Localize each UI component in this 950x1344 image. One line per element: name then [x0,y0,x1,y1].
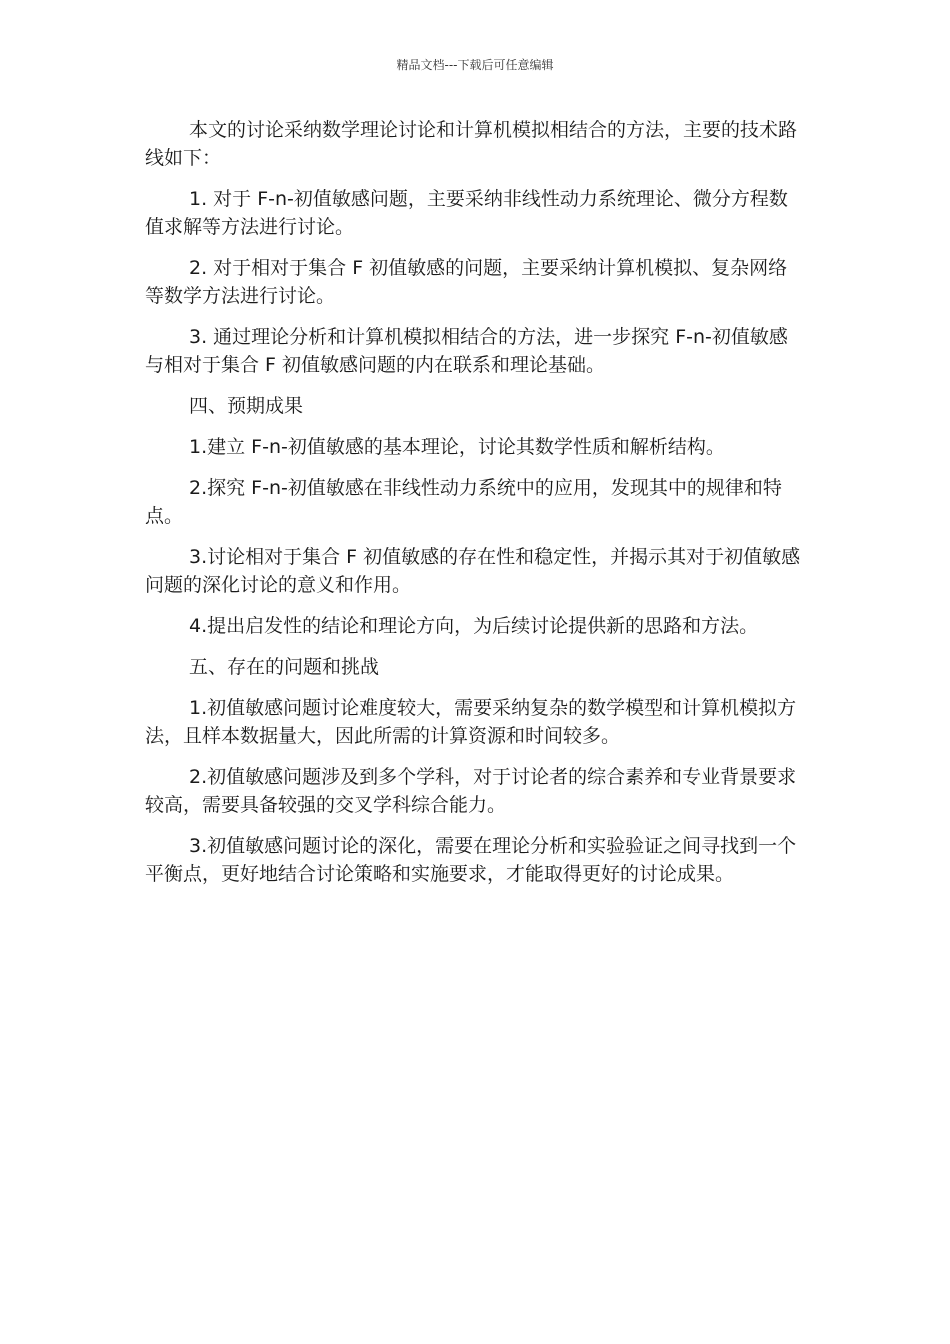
paragraph-route-1: 1. 对于 F-n-初值敏感问题，主要采纳非线性动力系统理论、微分方程数值求解等方法进行讨论。 [145,188,788,238]
paragraph-intro: 本文的讨论采纳数学理论讨论和计算机模拟相结合的方法，主要的技术路线如下： [145,119,798,169]
paragraph-problem-1: 1.初值敏感问题讨论难度较大，需要采纳复杂的数学模型和计算机模拟方法，且样本数据量大，因此所需的计算资源和时间较多。 [145,697,797,747]
paragraph-result-4: 4.提出启发性的结论和理论方向，为后续讨论提供新的思路和方法。 [189,615,759,637]
paragraph-problem-2: 2.初值敏感问题涉及到多个学科，对于讨论者的综合素养和专业背景要求较高，需要具备较强的交叉学科综合能力。 [145,766,797,816]
paragraph-route-2: 2. 对于相对于集合 F 初值敏感的问题，主要采纳计算机模拟、复杂网络等数学方法进行讨论。 [145,257,788,307]
section-heading-problems: 五、存在的问题和挑战 [189,656,380,678]
document-body [145,116,805,901]
section-heading-expected-results: 四、预期成果 [189,395,304,417]
paragraph-route-3: 3. 通过理论分析和计算机模拟相结合的方法，进一步探究 F-n-初值敏感与相对于集合 F 初值敏感问题的内在联系和理论基础。 [145,326,788,376]
paragraph-problem-3: 3.初值敏感问题讨论的深化，需要在理论分析和实验验证之间寻找到一个平衡点，更好地结合讨论策略和实施要求，才能取得更好的讨论成果。 [145,835,797,885]
paragraph-result-2: 2.探究 F-n-初值敏感在非线性动力系统中的应用，发现其中的规律和特点。 [145,477,782,527]
paragraph-result-3: 3.讨论相对于集合 F 初值敏感的存在性和稳定性，并揭示其对于初值敏感问题的深化讨论的意义和作用。 [145,546,801,596]
page-header: 精品文档---下载后可任意编辑 [396,58,554,72]
paragraph-result-1: 1.建立 F-n-初值敏感的基本理论，讨论其数学性质和解析结构。 [189,436,725,458]
